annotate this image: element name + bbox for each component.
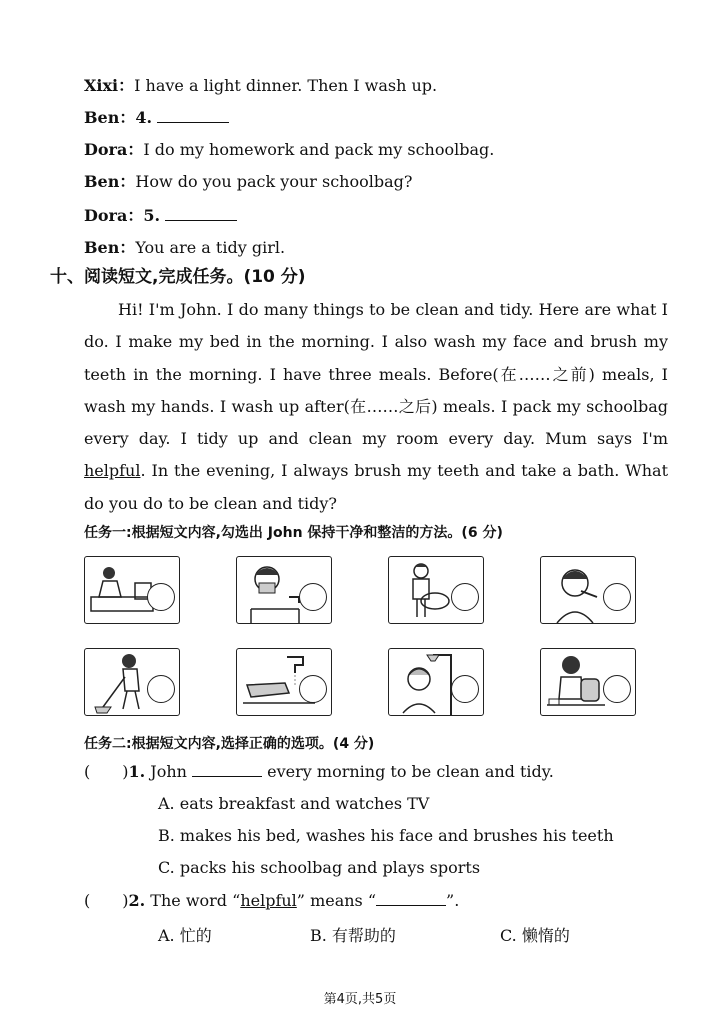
question-number: 4. [135,108,153,127]
question-text: The word “ [150,891,241,910]
answer-paren-open: ( [84,762,91,781]
dialogue-line-1: Xixi：I have a light dinner. Then I wash up. [84,76,438,95]
question-number: 1. [128,762,146,781]
option-2b[interactable]: B. 有帮助的 [310,926,396,945]
picture-taking-shower[interactable] [388,648,484,716]
question-number: 2. [128,891,146,910]
task-one-title: 任务一:根据短文内容,勾选出 John 保持干净和整洁的方法。(6 分) [84,525,503,541]
dialogue-line-3: Dora：I do my homework and pack my schoolbag. [84,140,495,159]
checkbox-circle[interactable] [603,583,631,611]
question-text: John [150,762,187,781]
dialogue-line-4: Ben：How do you pack your schoolbag? [84,172,413,191]
page-number: 第4页,共5页 [323,992,397,1007]
answer-paren-open: ( [84,891,91,910]
option-2a[interactable]: A. 忙的 [158,926,212,945]
reading-passage [84,294,668,520]
question-number: 5. [143,206,161,225]
answer-blank-4[interactable] [157,108,229,123]
checkbox-circle[interactable] [451,583,479,611]
dialogue-line-5: Dora：5. [84,203,237,226]
dialogue-text: I have a light dinner. Then I wash up. [134,76,438,95]
section-title: 十、阅读短文,完成任务。(10 分) [50,267,306,287]
speaker-name: Dora [84,140,128,159]
answer-paren-space[interactable] [90,892,122,906]
question-text-mid: ” means “ [296,891,377,910]
checkbox-circle[interactable] [603,675,631,703]
dialogue-line-2: Ben：4. [84,105,229,128]
option-1c[interactable]: C. packs his schoolbag and plays sports [158,858,481,877]
speaker-name: Ben [84,238,120,257]
question-blank[interactable] [376,891,446,906]
picture-making-bed[interactable] [84,556,180,624]
question-text-end: ”. [446,891,460,910]
picture-brushing-teeth[interactable] [540,556,636,624]
checkbox-circle[interactable] [147,583,175,611]
option-2c[interactable]: C. 懒惰的 [500,926,570,945]
answer-blank-5[interactable] [165,206,237,221]
question-blank[interactable] [192,762,262,777]
checkbox-circle[interactable] [299,583,327,611]
task-two-title: 任务二:根据短文内容,选择正确的选项。(4 分) [84,736,375,752]
checkbox-circle[interactable] [299,675,327,703]
speaker-name: Dora [84,206,128,225]
checkbox-circle[interactable] [147,675,175,703]
picture-sweeping-floor[interactable] [84,648,180,716]
option-1a[interactable]: A. eats breakfast and watches TV [158,794,430,813]
answer-paren-close: ) [122,891,129,910]
picture-washing-face[interactable] [236,556,332,624]
dialogue-text: I do my homework and pack my schoolbag. [143,140,495,159]
underlined-word: helpful [84,461,141,481]
question-text-end: every morning to be clean and tidy. [267,762,554,781]
question-2 [84,891,459,910]
speaker-name: Ben [84,172,120,191]
answer-paren-close: ) [122,762,129,781]
passage-text-end: . In the evening, I always brush my teeth and take a bath. What do you do to be clean and tidy? [84,461,668,513]
picture-washing-hands[interactable] [236,648,332,716]
answer-paren-space[interactable] [90,763,122,777]
question-1 [84,762,554,781]
option-1b[interactable]: B. makes his bed, washes his face and brushes his teeth [158,826,614,845]
dialogue-text: You are a tidy girl. [135,238,286,257]
speaker-name: Xixi [84,76,119,95]
picture-washing-dishes[interactable] [388,556,484,624]
checkbox-circle[interactable] [451,675,479,703]
picture-packing-schoolbag[interactable] [540,648,636,716]
dialogue-text: How do you pack your schoolbag? [135,172,413,191]
speaker-name: Ben [84,108,120,127]
dialogue-line-6: Ben：You are a tidy girl. [84,238,286,257]
passage-text: Hi! I'm John. I do many things to be clean and tidy. Here are what I do. I make my bed in the morning. I also wash my face and brush my teeth in the morning. I have three meals. Before(在……之前) meals, I wash my hands. I wash up after(在……之后) meals. I pack my schoolbag every day. I tidy up and clean my room every day. Mum says I'm [84,300,668,449]
underlined-word: helpful [240,891,297,910]
